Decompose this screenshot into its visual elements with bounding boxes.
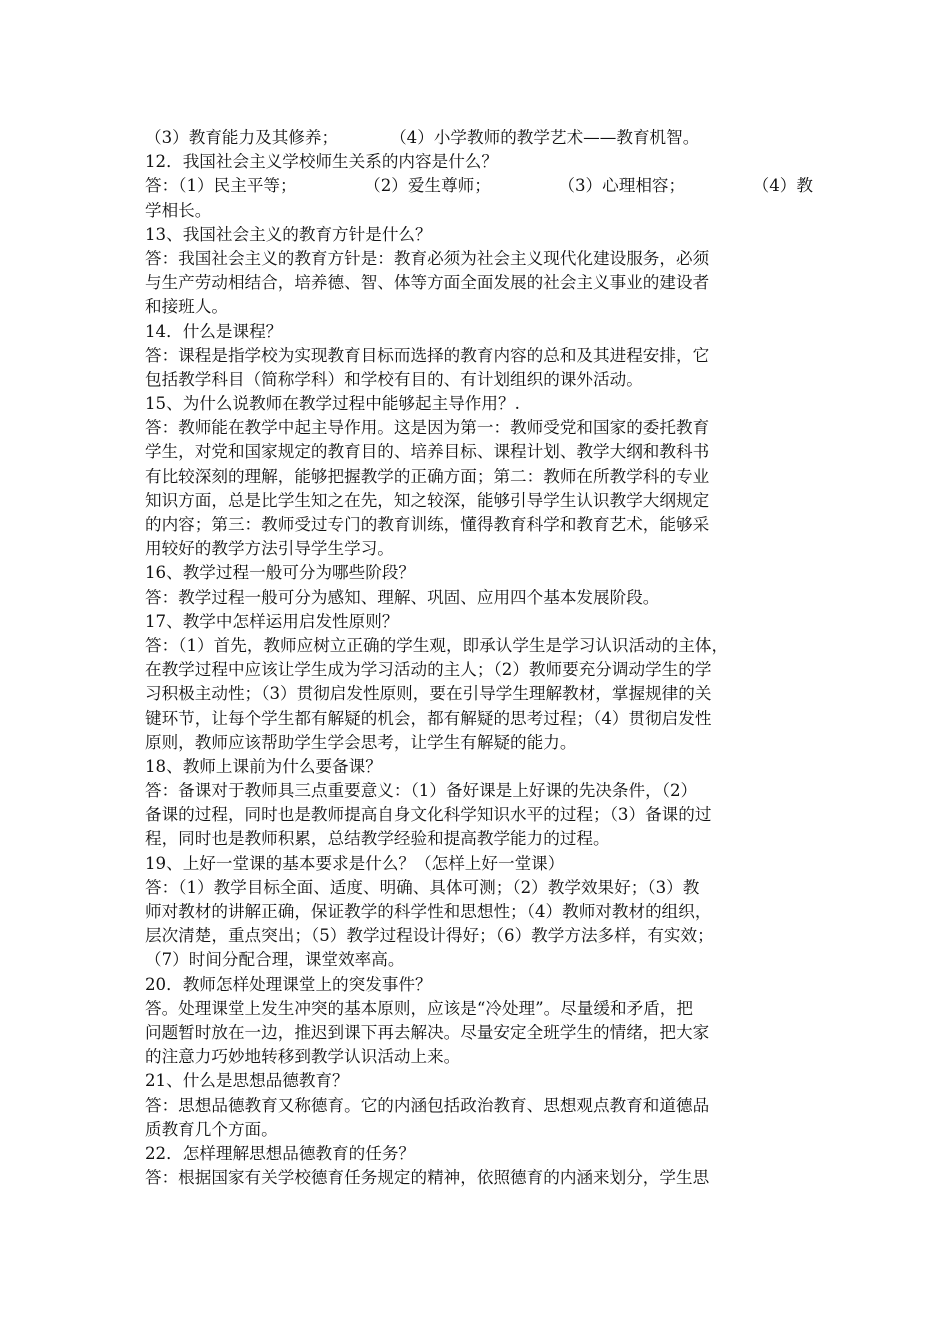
text-line: 12．我国社会主义学校师生关系的内容是什么？ [145,152,498,172]
document-body [145,126,813,1190]
text-line: 知识方面，总是比学生知之在先，知之较深，能够引导学生认识教学大纲规定 [145,490,710,510]
text-segment: （3）心理相容； [558,176,686,196]
text-line: 答：根据国家有关学校德育任务规定的精神，依照德育的内涵来划分，学生思 [145,1168,710,1188]
text-line: 17、教学中怎样运用启发性原则？ [145,611,399,631]
text-line: 21、什么是思想品德教育？ [145,1071,349,1091]
text-line: 与生产劳动相结合，培养德、智、体等方面全面发展的社会主义事业的建设者 [145,273,710,293]
text-line: 13、我国社会主义的教育方针是什么？ [145,224,432,244]
text-line: 学生，对党和国家规定的教育目的、培养目标、课程计划、教学大纲和教科书 [145,442,710,462]
text-line: 的内容；第三：教师受过专门的教育训练，懂得教育科学和教育艺术，能够采 [145,515,710,534]
text-line: 有比较深刻的理解，能够把握教学的正确方面；第二：教师在所教学科的专业 [145,466,710,486]
text-segment: （3）教育能力及其修养； [145,128,339,147]
text-segment: （4）小学教师的教学艺术——教育机智。 [390,128,700,147]
text-line: 键环节，让每个学生都有解疑的机会，都有解疑的思考过程；（4）贯彻启发性 [145,708,712,728]
text-line: 20．教师怎样处理课堂上的突发事件？ [145,974,432,994]
text-line: （7）时间分配合理，课堂效率高。 [145,950,405,970]
text-line: 答：教师能在教学中起主导作用。这是因为第一：教师受党和国家的委托教育 [145,418,710,438]
text-line [145,126,813,150]
text-line: 程，同时也是教师积累，总结教学经验和提高教学能力的过程。 [145,829,610,849]
text-line: 22．怎样理解思想品德教育的任务？ [145,1143,416,1163]
text-line: 质教育几个方面。 [145,1119,278,1139]
text-line: 的注意力巧妙地转移到教学认识活动上来。 [145,1047,461,1067]
text-line: 答：备课对于教师具三点重要意义：（1）备好课是上好课的先决条件，（2） [145,781,698,801]
text-line: 问题暂时放在一边，推迟到课下再去解决。尽量安定全班学生的情绪，把大家 [145,1022,710,1042]
text-line: 在教学过程中应该让学生成为学习活动的主人；（2）教师要充分调动学生的学 [145,660,712,680]
text-line [145,174,813,198]
text-segment: （4）教 [752,176,813,196]
text-segment: 答：（1）民主平等； [145,176,297,196]
text-line: 用较好的教学方法引导学生学习。 [145,539,394,559]
text-line: 19、上好一堂课的基本要求是什么？（怎样上好一堂课） [145,853,565,873]
text-line: 答：（1）教学目标全面、适度、明确、具体可测；（2）教学效果好；（3）教 [145,877,700,897]
text-line: 包括教学科目（简称学科）和学校有目的、有计划组织的课外活动。 [145,369,643,389]
text-segment: （2）爱生尊师； [364,176,491,196]
text-line: 习积极主动性；（3）贯彻启发性原则，要在引导学生理解教材，掌握规律的关 [145,684,712,704]
text-line: 答：思想品德教育又称德育。它的内涵包括政治教育、思想观点教育和道德品 [145,1095,710,1115]
text-line: 答：（1）首先，教师应树立正确的学生观，即承认学生是学习认识活动的主体， [145,635,729,655]
text-line: 答：教学过程一般可分为感知、理解、巩固、应用四个基本发展阶段。 [145,587,660,607]
text-line: 学相长。 [145,200,212,220]
text-line: 师对教材的讲解正确，保证教学的科学性和思想性；（4）教师对教材的组织， [145,902,712,921]
text-line: 答。处理课堂上发生冲突的基本原则，应该是“冷处理”。尽量缓和矛盾，把 [145,998,693,1018]
text-line: 原则，教师应该帮助学生学会思考，让学生有解疑的能力。 [145,732,577,752]
text-line: 和接班人。 [145,297,228,317]
text-line: 层次清楚，重点突出；（5）教学过程设计得好；（6）教学方法多样，有实效； [145,926,714,946]
text-line: 答：课程是指学校为实现教育目标而选择的教育内容的总和及其进程安排，它 [145,345,710,365]
text-line: 15、为什么说教师在教学过程中能够起主导作用？. [145,394,520,414]
text-line: 18、教师上课前为什么要备课？ [145,756,382,776]
text-line: 备课的过程，同时也是教师提高自身文化科学知识水平的过程；（3）备课的过 [145,805,712,825]
text-line: 答：我国社会主义的教育方针是：教育必须为社会主义现代化建设服务，必须 [145,248,710,268]
text-line: 16、教学过程一般可分为哪些阶段？ [145,563,416,583]
text-line: 14．什么是课程？ [145,321,283,341]
